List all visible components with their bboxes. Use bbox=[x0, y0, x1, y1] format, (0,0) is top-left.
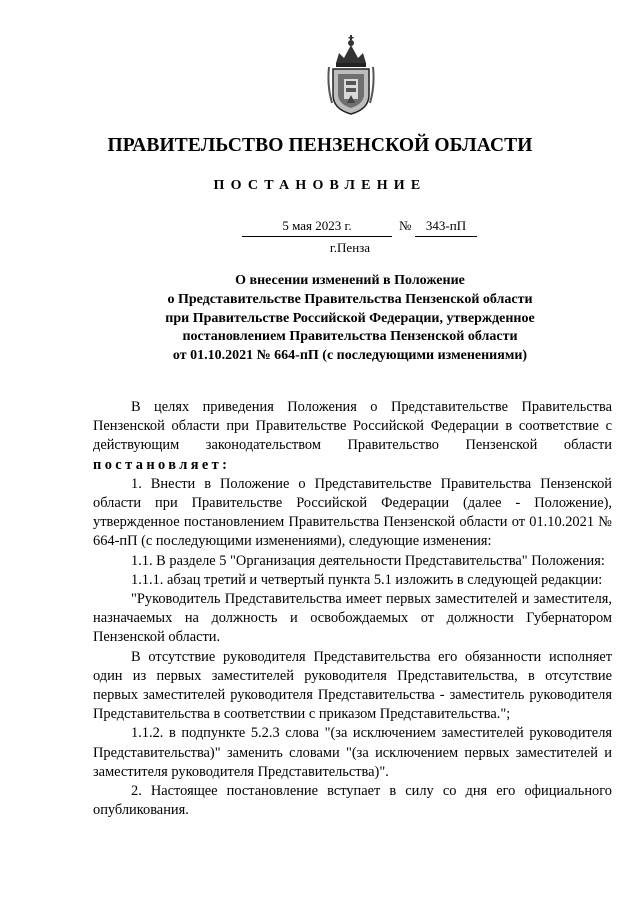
decree-word: постановляет: bbox=[93, 456, 231, 473]
heading-line: от 01.10.2021 № 664-пП (с последующими изменениями) bbox=[172, 348, 528, 364]
document-date: 5 мая 2023 г. bbox=[242, 218, 392, 237]
document-body bbox=[93, 398, 612, 820]
preamble-text: В целях приведения Положения о Представительстве Правительства Пензенской области при Правительстве Российской Федерации в соответствие с действующим законодательством Правительство Пензенской области bbox=[93, 399, 612, 454]
number-sign: № bbox=[399, 218, 412, 233]
paragraph-1-1-2: 1.1.2. в подпункте 5.2.3 слова "(за исключением заместителей руководителя Представительства)" заменить словами "(за исключением первых заместителей и заместителя руководителя Представительства)". bbox=[93, 725, 612, 780]
heading-line: постановлением Правительства Пензенской области bbox=[182, 329, 518, 345]
heading-line: О внесении изменений в Положение bbox=[235, 273, 465, 288]
preamble-paragraph bbox=[93, 398, 612, 475]
paragraph-1-1: 1.1. В разделе 5 "Организация деятельности Представительства" Положения: bbox=[131, 552, 605, 569]
paragraph-2: 2. Настоящее постановление вступает в силу со дня его официального опубликования. bbox=[93, 783, 612, 819]
document-number: 343-пП bbox=[415, 218, 477, 237]
quote-paragraph-2: В отсутствие руководителя Представительства его обязанности исполняет один из первых заместителей руководителя Представительства, в отсутствие первых заместителей руководителя Представительства - заместитель руководителя Представительства в соответствии с приказом Представительства."; bbox=[93, 648, 612, 723]
paragraph-1: 1. Внести в Положение о Представительстве Правительства Пензенской области при Правительстве Российской Федерации (далее - Положение), утвержденное постановлением Правительства Пензенской области от 01.10.2021 № 664-пП (с последующими изменениями), следующие изменения: bbox=[93, 475, 612, 550]
paragraph-1-1-1: 1.1.1. абзац третий и четвертый пункта 5.1 изложить в следующей редакции: bbox=[131, 571, 603, 588]
quote-paragraph-1: "Руководитель Представительства имеет первых заместителей и заместителя, назначаемых на должность и освобождаемых от должности Губернатором Пензенской области. bbox=[93, 591, 612, 646]
heading-line: о Представительстве Правительства Пензенской области bbox=[167, 291, 533, 307]
heading-line: при Правительстве Российской Федерации, утвержденное bbox=[165, 310, 535, 326]
document-heading bbox=[100, 272, 600, 366]
government-title: ПРАВИТЕЛЬСТВО ПЕНЗЕНСКОЙ ОБЛАСТИ bbox=[107, 135, 533, 156]
coat-of-arms-icon bbox=[326, 31, 376, 116]
document-city: г.Пенза bbox=[329, 240, 371, 255]
document-type: ПОСТАНОВЛЕНИЕ bbox=[213, 178, 427, 193]
